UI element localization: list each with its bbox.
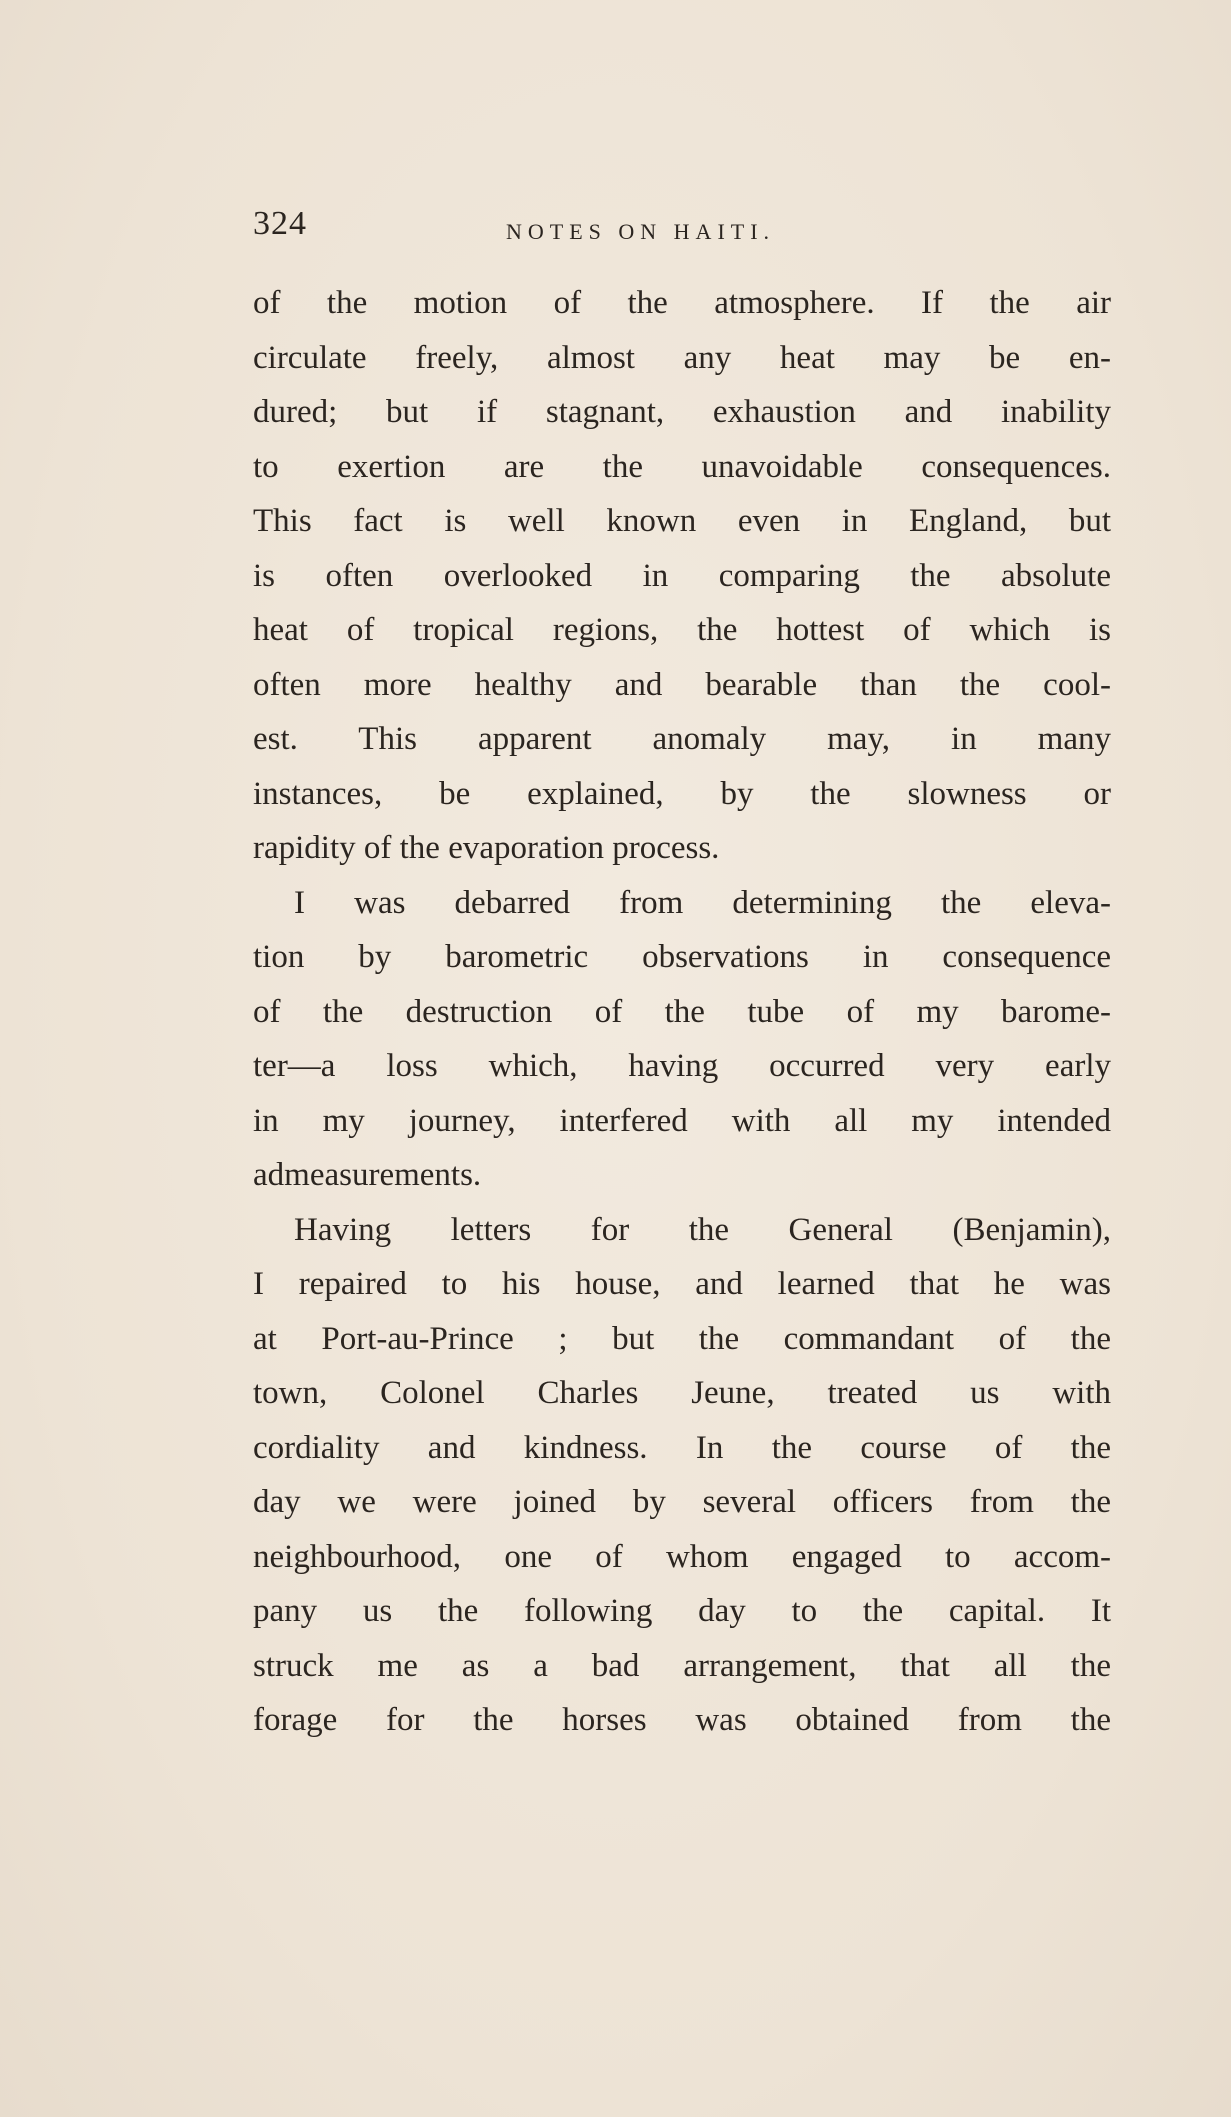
- text-line: tion by barometric observations in consequence: [253, 939, 1111, 975]
- text-line: of the motion of the atmosphere. If the air: [253, 285, 1111, 321]
- paragraph-start-line: I was debarred from determining the eleva-: [294, 884, 1111, 921]
- text-line: often more healthy and bearable than the cool-: [253, 666, 1111, 703]
- paragraph-end-line: rapidity of the evaporation process.: [253, 830, 720, 866]
- text-line: town, Colonel Charles Jeune, treated us with: [253, 1375, 1111, 1411]
- text-line: est. This apparent anomaly may, in many: [253, 721, 1111, 757]
- running-title: NOTES ON HAITI.: [506, 219, 776, 244]
- text-line: cordiality and kindness. In the course of the: [253, 1429, 1111, 1466]
- paragraph-end-line: admeasurements.: [253, 1157, 482, 1193]
- text-line: circulate freely, almost any heat may be en-: [253, 339, 1111, 376]
- text-line: forage for the horses was obtained from the: [253, 1702, 1111, 1738]
- text-line: dured; but if stagnant, exhaustion and inability: [253, 394, 1111, 430]
- paragraph-start-line: Having letters for the General (Benjamin),: [294, 1211, 1111, 1248]
- text-line: I repaired to his house, and learned that he was: [253, 1266, 1111, 1302]
- text-line: is often overlooked in comparing the absolute: [253, 557, 1111, 594]
- text-line: ter—a loss which, having occurred very early: [253, 1048, 1111, 1084]
- text-line: instances, be explained, by the slowness or: [253, 775, 1111, 812]
- running-head: [253, 205, 1113, 255]
- text-line: of the destruction of the tube of my barome-: [253, 993, 1111, 1030]
- body-text: [253, 276, 1111, 1748]
- page-number: 324: [253, 205, 307, 242]
- text-line: in my journey, interfered with all my intended: [253, 1102, 1111, 1139]
- text-line: struck me as a bad arrangement, that all the: [253, 1647, 1111, 1684]
- text-line: to exertion are the unavoidable consequences.: [253, 448, 1111, 485]
- text-line: pany us the following day to the capital. It: [253, 1593, 1111, 1629]
- text-line: This fact is well known even in England, but: [253, 503, 1111, 539]
- text-line: at Port-au-Prince ; but the commandant of the: [253, 1320, 1111, 1357]
- text-line: neighbourhood, one of whom engaged to accom-: [253, 1538, 1111, 1575]
- text-line: day we were joined by several officers from the: [253, 1484, 1111, 1520]
- text-line: heat of tropical regions, the hottest of which is: [253, 612, 1111, 648]
